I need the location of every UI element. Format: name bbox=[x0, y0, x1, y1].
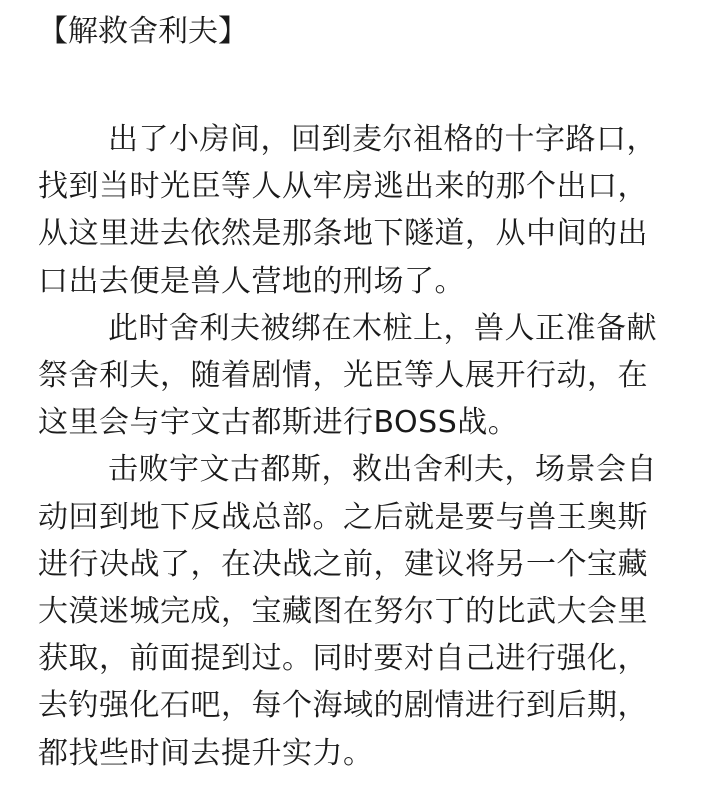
article-body bbox=[38, 116, 688, 777]
article bbox=[38, 0, 688, 777]
paragraph-text: 此时舍利夫被绑在木桩上，兽人正准备献 祭舍利夫，随着剧情，光臣等人展开行动，在 这里会与宇文古都斯进行BOSS战。 bbox=[38, 310, 657, 441]
article-title: 【解救舍利夫】 bbox=[38, 14, 248, 49]
paragraph-1 bbox=[38, 116, 688, 305]
paragraph-text: 出了小房间，回到麦尔祖格的十字路口， 找到当时光臣等人从牢房逃出来的那个出口， 从这里进去依然是那条地下隧道，从中间的出 口出去便是兽人营地的刑场了。 bbox=[38, 122, 657, 299]
paragraph-2 bbox=[38, 305, 688, 447]
paragraph-text: 击败宇文古都斯，救出舍利夫，场景会自 动回到地下反战总部。之后就是要与兽王奥斯 进行决战了，在决战之前，建议将另一个宝藏 大漠迷城完成，宝藏图在努尔丁的比武大会里 获取，前面提到过。同时要对自己进行强化， 去钓强化石吧，每个海域的剧情进行到后期， 都找些时间去提升实力。 bbox=[38, 452, 657, 771]
paragraph-3 bbox=[38, 446, 688, 776]
